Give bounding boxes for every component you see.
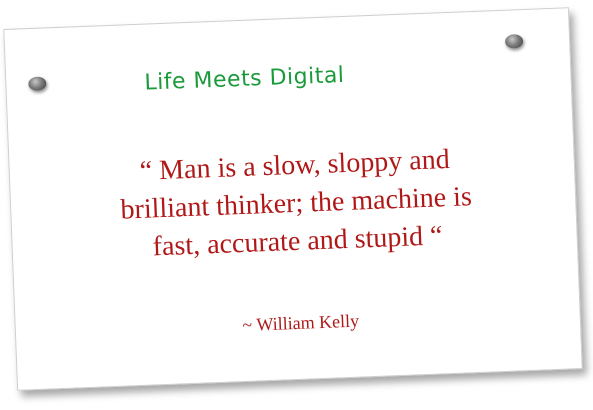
brand-title: Life Meets Digital [143, 62, 345, 96]
quote-line: “ Man is a slow, sloppy and [139, 143, 451, 187]
pushpin-icon [28, 76, 47, 91]
quote-card [3, 7, 582, 390]
quote-text [49, 138, 543, 271]
quote-author: ~ William Kelly [242, 310, 360, 336]
quote-line: fast, accurate and stupid “ [152, 220, 444, 263]
pushpin-icon [505, 34, 524, 49]
quote-line: brilliant thinker; the machine is [119, 181, 473, 226]
